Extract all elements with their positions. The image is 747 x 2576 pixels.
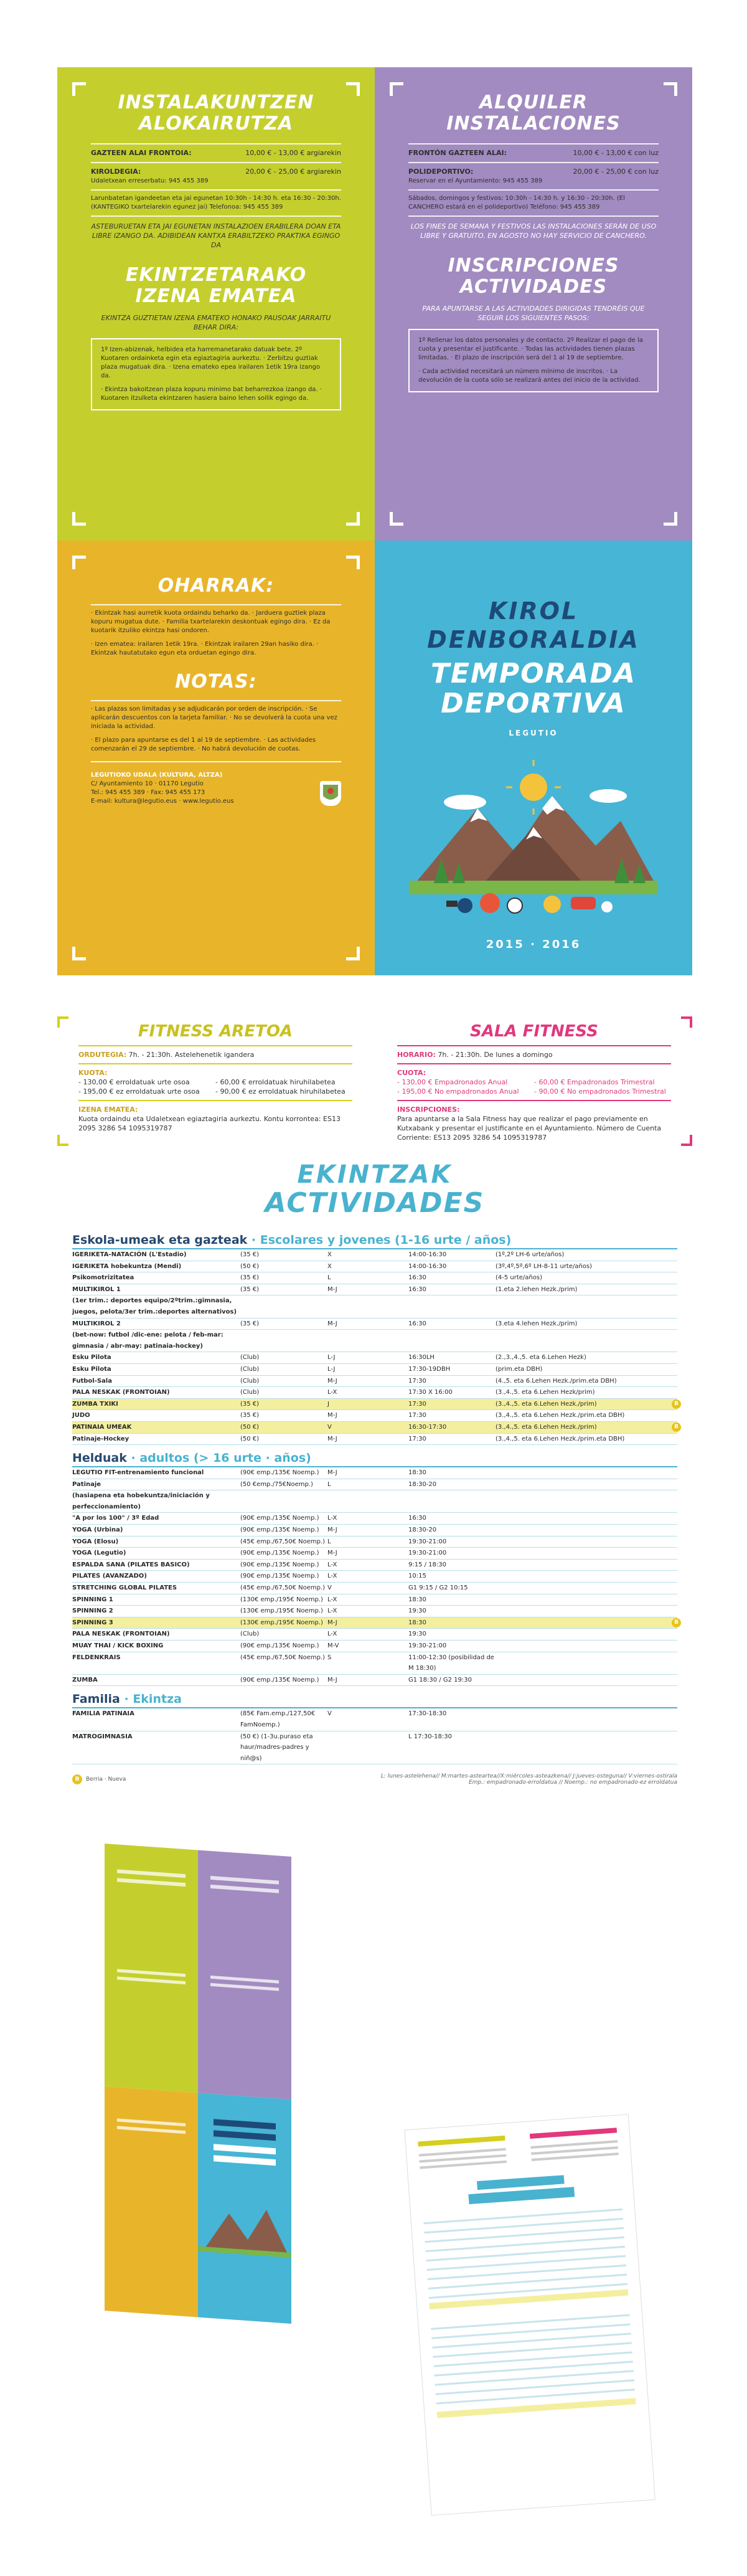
schedule-cell-time [408,1490,496,1512]
schedule-cell-group [496,1513,677,1524]
schedule-cell-name: YOGA (Urbina) [72,1527,123,1534]
schedule-row [72,1399,677,1411]
schedule-cell-time: 18:30 [408,1619,426,1626]
schedule-section-title: Eskola-umeak eta gazteak · Escolares y jovenes (1-16 urte / años) [72,1229,677,1249]
schedule-cell-time: 19:30-21:00 [408,1550,447,1557]
schedule-cell-time: 18:30-20 [408,1480,437,1488]
panel-title: INSTALAKUNTZEN [118,92,314,113]
schedule-cell-group [496,1594,677,1606]
schedule-row [72,1513,677,1525]
schedule-row [72,1606,677,1617]
schedule-row [72,1410,677,1422]
schedule-cell-time: 19:30 [408,1608,426,1615]
schedule-cell-group: (3.,4.,5. eta 6.Lehen Hezk./prim) [496,1423,597,1431]
schedule-cell-day: V [327,1584,332,1592]
schedule-cell-group: (prim.eta DBH) [496,1365,543,1373]
fitness-es-block: SALA FITNESS HORARIO: 7h. - 21:30h. De lunes a domingo CUOTA: - 130,00 € Empadronados Anual - 60,00 € Empadronados Trimestral - 195,00 € No empadronados Anual - 90,00 € No empadronados Trimestral INSCRIPCIONES: Para apuntarse a la Sala Fitness hay que realizar el pago previamente en Kutxabank y presentar el justificante en el Ayuntamiento. Número de Cuenta Corriente: ES13 2095 3286 54 1095319787 [397,1021,671,1142]
schedule-cell-day: L [327,1480,331,1488]
schedule-row [72,1249,677,1261]
schedule-cell-name: MULTIKIROL 2 [72,1320,121,1327]
schedule-cell-name: Patinaje [72,1480,101,1488]
schedule-cell-name: SPINNING 3 [72,1619,113,1626]
schedule-cell-price [240,1330,327,1352]
schedule-cell-day: J [327,1400,329,1408]
schedule-cell-day: M-J [327,1286,337,1293]
schedule-cell-group [496,1467,677,1479]
schedule-cell-day: L-X [327,1631,337,1638]
fitness-eu-title: FITNESS ARETOA [138,1022,293,1041]
schedule-row [72,1422,677,1434]
price-row: FRONTÓN GAZTEEN ALAI: 10,00 € - 13,00 € con luz [408,149,659,157]
schedule-cell-group [496,1652,677,1674]
schedule-cell-group [496,1629,677,1640]
schedule-cell-name: IGERIKETA-NATACIÓN (L'Estadio) [72,1251,187,1258]
contact-phone: Tel.: 945 455 389 · Fax: 945 455 173 [91,789,205,796]
schedule-section-title: Helduak · adultos (> 16 urte · años) [72,1447,677,1467]
brochure-mockup-illustration [0,1806,747,2576]
schedule-row [72,1548,677,1560]
schedule-cell-name: "A por los 100" / 3º Edad [72,1515,159,1522]
schedule-cell-time: 16:30 [408,1274,426,1282]
schedule-cell-time: 17:30 X 16:00 [408,1389,453,1396]
panel-cover [375,541,692,975]
schedule-cell-time: 16:30-17:30 [408,1423,447,1431]
schedule-cell-group [496,1606,677,1617]
new-badge: B [672,1399,681,1409]
schedule-cell-group: (3.,4.,5. eta 6.Lehen Hezk./prim) [496,1400,597,1408]
schedule-cell-time [408,1295,496,1317]
panel-title-2: ALOKAIRUTZA [138,113,294,135]
activities-schedule [72,1227,677,1786]
schedule-cell-day: L-X [327,1561,337,1568]
sub-intro: EKINTZA GUZTIETAN IZENA EMATEKO HONAKO PAUSOAK JARRAITU BEHAR DIRA: [101,314,331,331]
schedule-cell-group [496,1525,677,1536]
schedule-row [72,1629,677,1641]
footnote-days: L: lunes-astelehena// M:martes-asteartea//X:miércoles-asteazkena// J:jueves-osteguna// V:viernes-ostirala [380,1773,677,1780]
brochure-back-sheet [57,1016,692,1786]
schedule-cell-price: (Club) [240,1377,260,1385]
schedule-cell-group [496,1479,677,1490]
schedule-cell-name: PILATES (AVANZADO) [72,1573,147,1580]
schedule-cell-time: 11:00-12:30 (posibilidad de M 18:30) [408,1654,494,1672]
schedule-cell-time: 16:30 [408,1320,426,1327]
schedule-cell-price: (90€ emp./135€ Noemp.) [240,1561,319,1568]
schedule-row [72,1490,677,1513]
schedule-cell-day: M-J [327,1619,337,1626]
schedule-row [72,1261,677,1273]
schedule-cell-name: STRETCHING GLOBAL PILATES [72,1584,177,1592]
schedule-cell-name: SPINNING 2 [72,1608,113,1615]
schedule-cell-group [496,1731,677,1764]
schedule-cell-day: M-J [327,1469,337,1477]
schedule-cell-time: 17:30 [408,1412,426,1419]
schedule-cell-time: 19:30-21:00 [408,1642,447,1649]
schedule-cell-group: (3.,4.,5. eta 6.Lehen Hezk/prim) [496,1389,595,1396]
schedule-cell-name: FAMILIA PATINAIA [72,1710,134,1718]
panel-title-2: INSTALACIONES [446,113,621,135]
panel-rental-eu [57,67,375,541]
registration-box: 1º Izen-abizenak, helbidea eta harremanetarako datuak bete. 2º Kuotaren ordainketa egin eta egiaztagiria aurkeztu. · Zerbitzu guztiak plaza mugatuak dira. · Izena emateko epea irailaren 1etik 19ra izango da. · Ekintza bakoitzean plaza kopuru minimo bat beharrezkoa izango da. · Kuotaren itzulketa ekintzaren hasiera baino lehen soilik egingo da. [91,338,341,410]
schedule-cell-group [496,1537,677,1548]
new-badge: B [672,1423,681,1432]
schedule-cell-name: (bet-now: futbol /dic-ene: pelota / feb-mar: gimnasia / abr-may: patinaia-hockey) [72,1332,223,1350]
notes-body-eu: · Ekintzak hasi aurretik kuota ordaindu beharko da. · Jarduera guztiek plaza kopuru mugatua dute. · Familia txartelarekin deskontuak egingo dira. · Ez da kuotarik itzuliko ekintza hasi ondoren. [91,610,331,634]
schedule-cell-group [496,1641,677,1652]
schedule-row [72,1364,677,1376]
schedule-cell-price: (130€ emp./195€ Noemp.) [240,1596,323,1603]
schedule-cell-group [496,1617,677,1629]
activities-title-es: ACTIVIDADES [265,1187,485,1219]
schedule-cell-price: (Club) [240,1389,260,1396]
schedule-cell-name: Esku Pilota [72,1354,111,1361]
schedule-cell-time: 16:30 [408,1515,426,1522]
schedule-cell-group: (3.,4.,5. eta 6.Lehen Hezk./prim.eta DBH) [496,1435,625,1442]
schedule-cell-time: 14:00-16:30 [408,1251,447,1258]
schedule-cell-day [327,1295,408,1317]
activities-title-eu: EKINTZAK [297,1160,453,1189]
schedule-cell-price: (90€ emp./135€ Noemp.) [240,1515,319,1522]
schedule-cell-day: M-J [327,1550,337,1557]
schedule-cell-price: (50 €) [240,1435,260,1442]
schedule-cell-price: (50 €emp./75€Noemp.) [240,1480,313,1488]
schedule-cell-price: (35 €) [240,1274,260,1282]
schedule-cell-day: L-J [327,1354,336,1361]
schedule-cell-price: (50 €) [240,1262,260,1270]
schedule-cell-price: (85€ Fam.emp./127,50€ FamNoemp.) [240,1710,316,1728]
print-mockup [0,1806,747,2576]
schedule-cell-day: L [327,1538,331,1545]
schedule-row [72,1731,677,1765]
schedule-cell-time: 18:30 [408,1596,426,1603]
price-row: KIROLDEGIA: 20,00 € - 25,00 € argiarekin [91,168,341,176]
cover-place: LEGUTIO [509,729,558,737]
schedule-cell-group: (3º,4º,5º,6º LH-8-11 urte/años) [496,1262,593,1270]
registration-box: 1º Rellenar los datos personales y de contacto. 2º Realizar el pago de la cuota y presentar el justificante. · Todas las actividades tienen plazas limitadas. · El plazo de inscripción será del 1 al 19 de septiembre. · Cada actividad necesitará un número mínimo de inscritos. · La devolución de la cuota sólo se realizará antes del inicio de la actividad. [408,329,659,392]
schedule-cell-day [327,1330,408,1352]
schedule-cell-price: (90€ emp./135€ Noemp.) [240,1469,319,1477]
schedule-cell-group: (3.eta 4.lehen Hezk./prim) [496,1320,578,1327]
notes-body-es-2: · El plazo para apuntarse es del 1 al 19 de septiembre. · Las actividades comenzarán el 29 de septiembre. · No habrá devolución de cuotas. [91,737,316,752]
sub-title-2: IZENA EMATEA [135,285,297,307]
hours-text: Sábados, domingos y festivos: 10:30h - 14:30 h. y 16:30 - 20:30h. (El CANCHERO estará en el polideportivo) Teléfono: 945 455 389 [408,195,625,211]
schedule-section-title: Familia · Ekintza [72,1688,677,1708]
new-badge: B [672,1618,681,1627]
cover-title-eu: KIROL DENBORALDIA [427,597,640,653]
schedule-cell-name: (1er trim.: deportes equipo/2ºtrim.:gimnasia, juegos, pelota/3er trim.:deportes alternativos) [72,1297,237,1315]
schedule-row [72,1434,677,1446]
brochure-front-sheet [57,67,692,975]
schedule-cell-time: 16:30LH [408,1354,435,1361]
schedule-cell-group [496,1583,677,1594]
schedule-cell-day: M-J [327,1676,337,1683]
schedule-cell-price: (35 €) [240,1412,260,1419]
schedule-cell-group [496,1548,677,1559]
mountain-sports-illustration [409,759,658,927]
schedule-cell-name: FELDENKRAIS [72,1654,121,1661]
schedule-cell-day: L-X [327,1596,337,1603]
schedule-cell-price: (35 €) [240,1251,260,1258]
schedule-cell-group [496,1571,677,1582]
schedule-cell-name: Futbol-Sala [72,1377,112,1385]
schedule-row [72,1387,677,1399]
schedule-cell-group: (1º,2º LH-6 urte/años) [496,1251,565,1258]
schedule-cell-name: Patinaje-Hockey [72,1435,129,1442]
schedule-cell-time: 18:30-20 [408,1527,437,1534]
coat-of-arms-icon [320,781,341,806]
panel-title: ALQUILER [479,92,588,113]
schedule-cell-time: 14:00-16:30 [408,1262,447,1270]
schedule-cell-day: S [327,1654,332,1661]
schedule-row [72,1467,677,1479]
schedule-row [72,1284,677,1296]
schedule-cell-name: Psikomotrizitatea [72,1274,134,1282]
schedule-cell-name: MATROGIMNASIA [72,1733,133,1740]
schedule-row [72,1272,677,1284]
schedule-cell-price: (90€ emp./135€ Noemp.) [240,1550,319,1557]
schedule-cell-group [496,1295,677,1317]
schedule-cell-time: 17:30-19DBH [408,1365,451,1373]
schedule-cell-group: (3.,4.,5. eta 6.Lehen Hezk./prim.eta DBH) [496,1412,625,1419]
schedule-footer [72,1773,677,1786]
schedule-cell-name: ZUMBA [72,1676,98,1683]
schedule-cell-name: MULTIKIROL 1 [72,1286,121,1293]
notes-title-eu: OHARRAK: [157,575,275,597]
schedule-cell-name: MUAY THAI / KICK BOXING [72,1642,164,1649]
schedule-row [72,1376,677,1388]
schedule-cell-day: M-V [327,1642,339,1649]
schedule-cell-time: 10:15 [408,1573,426,1580]
schedule-cell-time: 17:30-18:30 [408,1710,447,1718]
schedule-cell-name: YOGA (Elosu) [72,1538,119,1545]
schedule-cell-time: G1 18:30 / G2 19:30 [408,1676,472,1683]
contact-address: C/ Ayuntamiento 10 · 01170 Legutio [91,780,204,787]
notes-body-eu-2: · Izen ematea: irailaren 1etik 19ra. · Ekintzak irailaren 29an hasiko dira. · Ekintzak hautatutako egun eta orduetan egingo dira. [91,641,319,656]
schedule-row [72,1641,677,1652]
schedule-cell-group: (2.,3.,4.,5. eta 6.Lehen Hezk) [496,1354,586,1361]
hours-text: Larunbatetan igandeetan eta jai egunetan 10:30h - 14:30 h. eta 16:30 - 20:30h. (KANTEGIKO txartelarekin egunez jai) Telefonoa: 945 455 389 [91,195,341,211]
schedule-cell-day: M-J [327,1320,337,1327]
schedule-cell-day: L-J [327,1365,336,1373]
price-row: GAZTEEN ALAI FRONTOIA: 10,00 € - 13,00 € argiarekin [91,149,341,157]
price-row: POLIDEPORTIVO: 20,00 € - 25,00 € con luz [408,168,659,176]
schedule-cell-group [496,1560,677,1571]
schedule-cell-day: L-X [327,1389,337,1396]
schedule-cell-group: (4.,5. eta 6.Lehen Hezk./prim.eta DBH) [496,1377,617,1385]
schedule-cell-name: PALA NESKAK (FRONTOIAN) [72,1631,170,1638]
schedule-cell-time [408,1330,496,1352]
schedule-cell-time: L 17:30-18:30 [408,1733,452,1740]
schedule-cell-group [496,1708,677,1730]
schedule-row [72,1560,677,1571]
schedule-row [72,1537,677,1548]
schedule-row [72,1571,677,1583]
sub-title: INSCRIPCIONES [448,255,619,277]
schedule-cell-name: PATINAIA UMEAK [72,1423,132,1431]
schedule-cell-name: ZUMBA TXIKI [72,1400,118,1408]
rental-note: LOS FINES DE SEMANA Y FESTIVOS LAS INSTALACIONES SERÁN DE USO LIBRE Y GRATUITO. EN AGOSTO NO HAY SERVICIO DE CANCHERO. [410,222,657,240]
schedule-cell-price: (50 €) [240,1423,260,1431]
schedule-row [72,1330,677,1352]
schedule-cell-day: X [327,1251,332,1258]
schedule-cell-price: (45€ emp./67,50€ Noemp.) [240,1654,326,1661]
schedule-row [72,1583,677,1594]
footnote-emp: Emp.: empadronado-erroldatua // Noemp.: no empadronado-ez erroldatua [468,1779,677,1786]
schedule-cell-price: (35 €) [240,1286,260,1293]
schedule-cell-price: (90€ emp./135€ Noemp.) [240,1527,319,1534]
schedule-cell-price: (90€ emp./135€ Noemp.) [240,1676,319,1683]
legend-new: B Berria · Nueva [72,1773,126,1786]
schedule-cell-name: YOGA (Legutio) [72,1550,126,1557]
schedule-row [72,1708,677,1731]
sub-title: EKINTZETARAKO [125,264,307,286]
schedule-cell-time: 19:30-21:00 [408,1538,447,1545]
schedule-cell-time: 9:15 / 18:30 [408,1561,447,1568]
schedule-row [72,1319,677,1330]
schedule-cell-price: (90€ emp./135€ Noemp.) [240,1573,319,1580]
schedule-cell-price: (Club) [240,1365,260,1373]
schedule-cell-group [496,1490,677,1512]
schedule-cell-price: (50 €) (1-3u.puraso eta haur/madres-padres y niñ@s) [240,1733,313,1762]
schedule-cell-time: 18:30 [408,1469,426,1477]
schedule-cell-time: 19:30 [408,1631,426,1638]
schedule-row [72,1652,677,1675]
schedule-cell-name: PALA NESKAK (FRONTOIAN) [72,1389,170,1396]
schedule-cell-name: (hasiapena eta hobekuntza/iniciación y perfeccionamiento) [72,1492,210,1510]
schedule-cell-time: 17:30 [408,1435,426,1442]
schedule-cell-time: G1 9:15 / G2 10:15 [408,1584,468,1592]
schedule-row [72,1675,677,1687]
cover-title-es: TEMPORADA DEPORTIVA [430,658,637,719]
schedule-row [72,1617,677,1629]
schedule-row [72,1525,677,1537]
rental-note: ASTEBURUETAN ETA JAI EGUNETAN INSTALAZIOEN ERABILERA DOAN ETA LIBRE IZANGO DA. ADIBIDEAN KANTXA ERABILTZEKO PRAKTIKA EGINGO DA [91,222,341,249]
schedule-row [72,1295,677,1318]
schedule-cell-day: X [327,1262,332,1270]
schedule-cell-day: M-J [327,1412,337,1419]
schedule-cell-day: V [327,1423,332,1431]
notes-title-es: NOTAS: [175,671,257,693]
schedule-cell-day: M-J [327,1435,337,1442]
schedule-cell-time: 17:30 [408,1377,426,1385]
schedule-cell-day: M-J [327,1377,337,1385]
schedule-cell-price: (45€ emp./67,50€ Noemp.) [240,1584,326,1592]
schedule-cell-price [240,1490,327,1512]
schedule-cell-day [327,1731,408,1764]
schedule-cell-price: (130€ emp./195€ Noemp.) [240,1619,323,1626]
schedule-cell-name: IGERIKETA hobekuntza (Mendi) [72,1262,182,1270]
phone-text: Udaletxean erreserbatu: 945 455 389 [91,178,209,184]
schedule-cell-name: LEGUTIO FIT-entrenamiento funcional [72,1469,204,1477]
schedule-cell-time: 16:30 [408,1286,426,1293]
schedule-cell-day: M-J [327,1527,337,1534]
schedule-cell-day: L-X [327,1608,337,1615]
schedule-cell-day: V [327,1710,332,1718]
schedule-cell-day: L-X [327,1515,337,1522]
phone-text: Reservar en el Ayuntamiento: 945 455 389 [408,178,543,184]
schedule-cell-day: L-X [327,1573,337,1580]
schedule-cell-time: 17:30 [408,1400,426,1408]
schedule-cell-price [240,1295,327,1317]
schedule-cell-group: (1.eta 2.lehen Hezk./prim) [496,1286,578,1293]
schedule-cell-name: JUDO [72,1412,90,1419]
schedule-cell-price: (Club) [240,1354,260,1361]
schedule-cell-group [496,1675,677,1686]
schedule-row [72,1479,677,1491]
schedule-cell-name: Esku Pilota [72,1365,111,1373]
schedule-cell-name: SPINNING 1 [72,1596,113,1603]
sub-title-2: ACTIVIDADES [459,276,608,298]
contact-email: E-mail: kultura@legutio.eus · www.legutio.eus [91,798,234,805]
fitness-es-title: SALA FITNESS [470,1022,598,1041]
schedule-row [72,1594,677,1606]
schedule-cell-group [496,1330,677,1352]
schedule-cell-price: (35 €) [240,1400,260,1408]
schedule-cell-day [327,1490,408,1512]
schedule-cell-name: ESPALDA SANA (PILATES BASICO) [72,1561,190,1568]
schedule-cell-price: (35 €) [240,1320,260,1327]
fitness-eu-block: FITNESS ARETOA ORDUTEGIA: 7h. - 21:30h. Astelehenetik igandera KUOTA: - 130,00 € erroldatuak urte osoa - 60,00 € erroldatuak hiruhilabetea - 195,00 € ez erroldatuak urte osoa - 90,00 € ez erroldatuak hiruhilabetea IZENA EMATEA: Kuota ordaindu eta Udaletxean egiaztagiria aurkeztu. Kontu korrontea: ES13 2095 3286 54 1095319787 [78,1021,352,1133]
contact-title: LEGUTIOKO UDALA (KULTURA, ALTZA) [91,772,223,779]
sub-intro: PARA APUNTARSE A LAS ACTIVIDADES DIRIGIDAS TENDRÉIS QUE SEGUIR LOS SIGUIENTES PASOS: [422,305,645,322]
panel-notes [57,541,375,975]
schedule-row [72,1352,677,1364]
schedule-cell-group: (4-5 urte/años) [496,1274,542,1282]
cover-years: 2015 · 2016 [486,938,581,951]
schedule-cell-price: (45€ emp./67,50€ Noemp.) [240,1538,326,1545]
notes-body-es: · Las plazas son limitadas y se adjudicarán por orden de inscripción. · Se aplicarán descuentos con la tarjeta familiar. · No se devolverá la cuota una vez iniciada la actividad. [91,706,337,730]
schedule-cell-day: L [327,1274,331,1282]
schedule-cell-price: (130€ emp./195€ Noemp.) [240,1608,323,1615]
panel-rental-es [375,67,692,541]
schedule-cell-price: (90€ emp./135€ Noemp.) [240,1642,319,1649]
schedule-cell-price: (Club) [240,1631,260,1638]
